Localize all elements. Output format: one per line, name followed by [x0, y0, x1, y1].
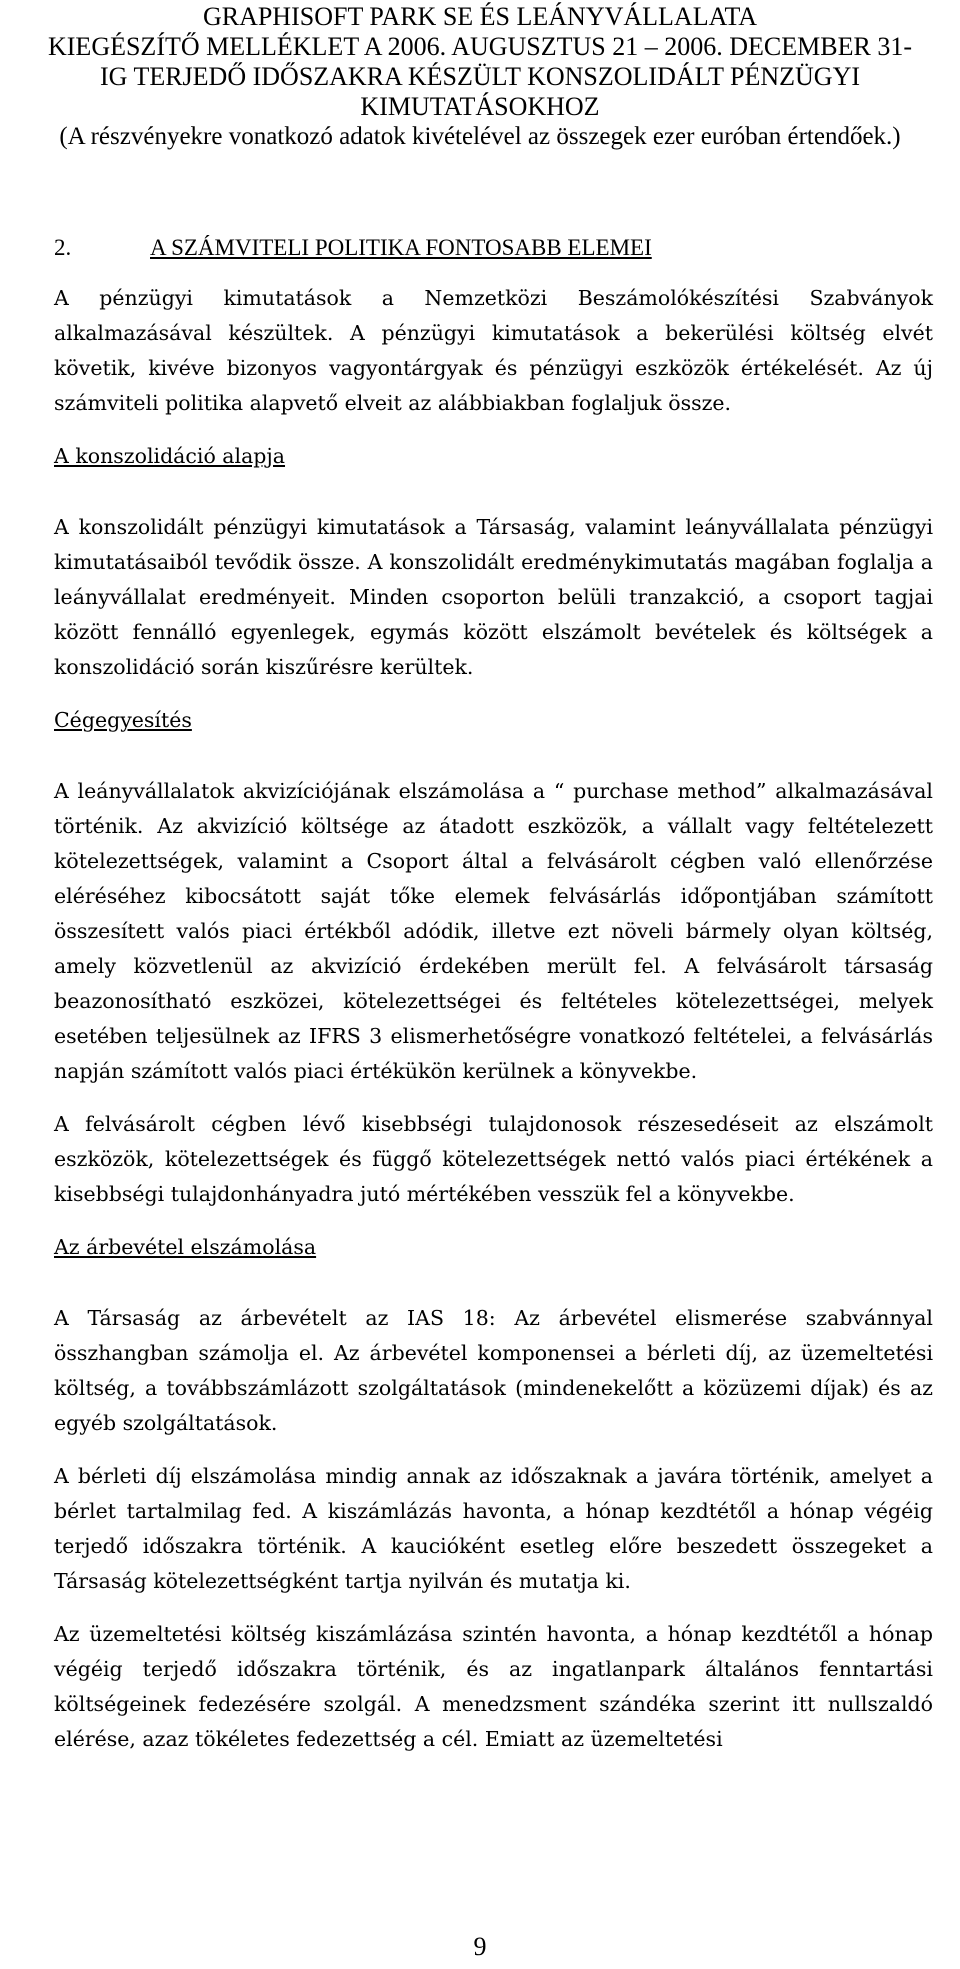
section-number: 2.	[54, 235, 72, 260]
consolidation-heading: A konszolidáció alapja	[54, 444, 286, 468]
document-header	[0, 2, 960, 152]
merger-paragraph-1: A leányvállalatok akvizíciójának elszámolása a “ purchase method” alkalmazásával történik. Az akvizíció költsége az átadott eszközök, a vállalt vagy feltételezett kötelezettségek, valamint a Csoport által a felvásárolt cégben való ellenőrzése eléréséhez kibocsátott saját tőke elemek felvásárlás időpontjában számított összesített valós piaci értékből adódik, illetve ezt növeli bármely olyan költség, amely közvetlenül az akvizíció érdekében merült fel. A felvásárolt társaság beazonosítható eszközei, kötelezettségei és feltételes kötelezettségei, melyek esetében teljesülnek az IFRS 3 elismerhetőségre vonatkozó feltételei, a felvásárlás napján számított valós piaci értékükön kerülnek a könyvekbe.	[54, 779, 933, 1083]
document-body	[54, 233, 933, 1757]
header-currency-note: (A részvényekre vonatkozó adatok kivételével az összegek ezer euróban értendőek.)	[59, 123, 901, 150]
merger-heading: Cégegyesítés	[54, 708, 192, 732]
revenue-heading: Az árbevétel elszámolása	[54, 1235, 317, 1259]
revenue-paragraph-1: A Társaság az árbevételt az IAS 18: Az árbevétel elismerése szabvánnyal összhangban számolja el. Az árbevétel komponensei a bérleti díj, az üzemeltetési költség, a továbbszámlázott szolgáltatások (mindenekelőtt a közüzemi díjak) és az egyéb szolgáltatások.	[54, 1306, 933, 1435]
revenue-paragraph-3: Az üzemeltetési költség kiszámlázása szintén havonta, a hónap kezdtétől a hónap végéig terjedő időszakra történik, és az ingatlanpark általános fenntartási költségeinek fedezésére szolgál. A menedzsment szándéka szerint itt nullszaldó elérése, azaz tökéletes fedezettség a cél. Emiatt az üzemeltetési	[54, 1622, 933, 1751]
page-number: 9	[473, 1932, 487, 1961]
revenue-paragraph-2: A bérleti díj elszámolása mindig annak az időszaknak a javára történik, amelyet a bérlet tartalmilag fed. A kiszámlázás havonta, a hónap kezdtétől a hónap végéig terjedő időszakra történik. A kaucióként esetleg előre beszedett összegeket a Társaság kötelezettségként tartja nyilván és mutatja ki.	[54, 1464, 933, 1593]
section-heading	[54, 233, 933, 263]
header-title-line-2: KIEGÉSZÍTŐ MELLÉKLET A 2006. AUGUSZTUS 21 – 2006. DECEMBER 31-	[48, 32, 912, 61]
header-company: GRAPHISOFT PARK SE ÉS LEÁNYVÁLLALATA	[202, 2, 758, 31]
section-title: A SZÁMVITELI POLITIKA FONTOSABB ELEMEI	[150, 235, 652, 260]
intro-paragraph: A pénzügyi kimutatások a Nemzetközi Beszámolókészítési Szabványok alkalmazásával készültek. A pénzügyi kimutatások a bekerülési költség elvét követik, kivéve bizonyos vagyontárgyak és pénzügyi eszközök értékelését. Az új számviteli politika alapvető elveit az alábbiakban foglaljuk össze.	[54, 286, 933, 415]
consolidation-paragraph: A konszolidált pénzügyi kimutatások a Társaság, valamint leányvállalata pénzügyi kimutatásaiból tevődik össze. A konszolidált eredménykimutatás magában foglalja a leányvállalat eredményeit. Minden csoporton belüli tranzakció, a csoport tagjai között fennálló egyenlegek, egymás között elszámolt bevételek és költségek a konszolidáció során kiszűrésre kerültek.	[54, 515, 933, 679]
header-title-line-3: IG TERJEDŐ IDŐSZAKRA KÉSZÜLT KONSZOLIDÁLT PÉNZÜGYI	[99, 62, 861, 91]
header-title-line-4: KIMUTATÁSOKHOZ	[360, 92, 600, 121]
merger-paragraph-2: A felvásárolt cégben lévő kisebbségi tulajdonosok részesedéseit az elszámolt eszközök, kötelezettségek és függő kötelezettségek nettó valós piaci értékének a kisebbségi tulajdonhányadra jutó mértékében vesszük fel a könyvekbe.	[54, 1112, 933, 1206]
